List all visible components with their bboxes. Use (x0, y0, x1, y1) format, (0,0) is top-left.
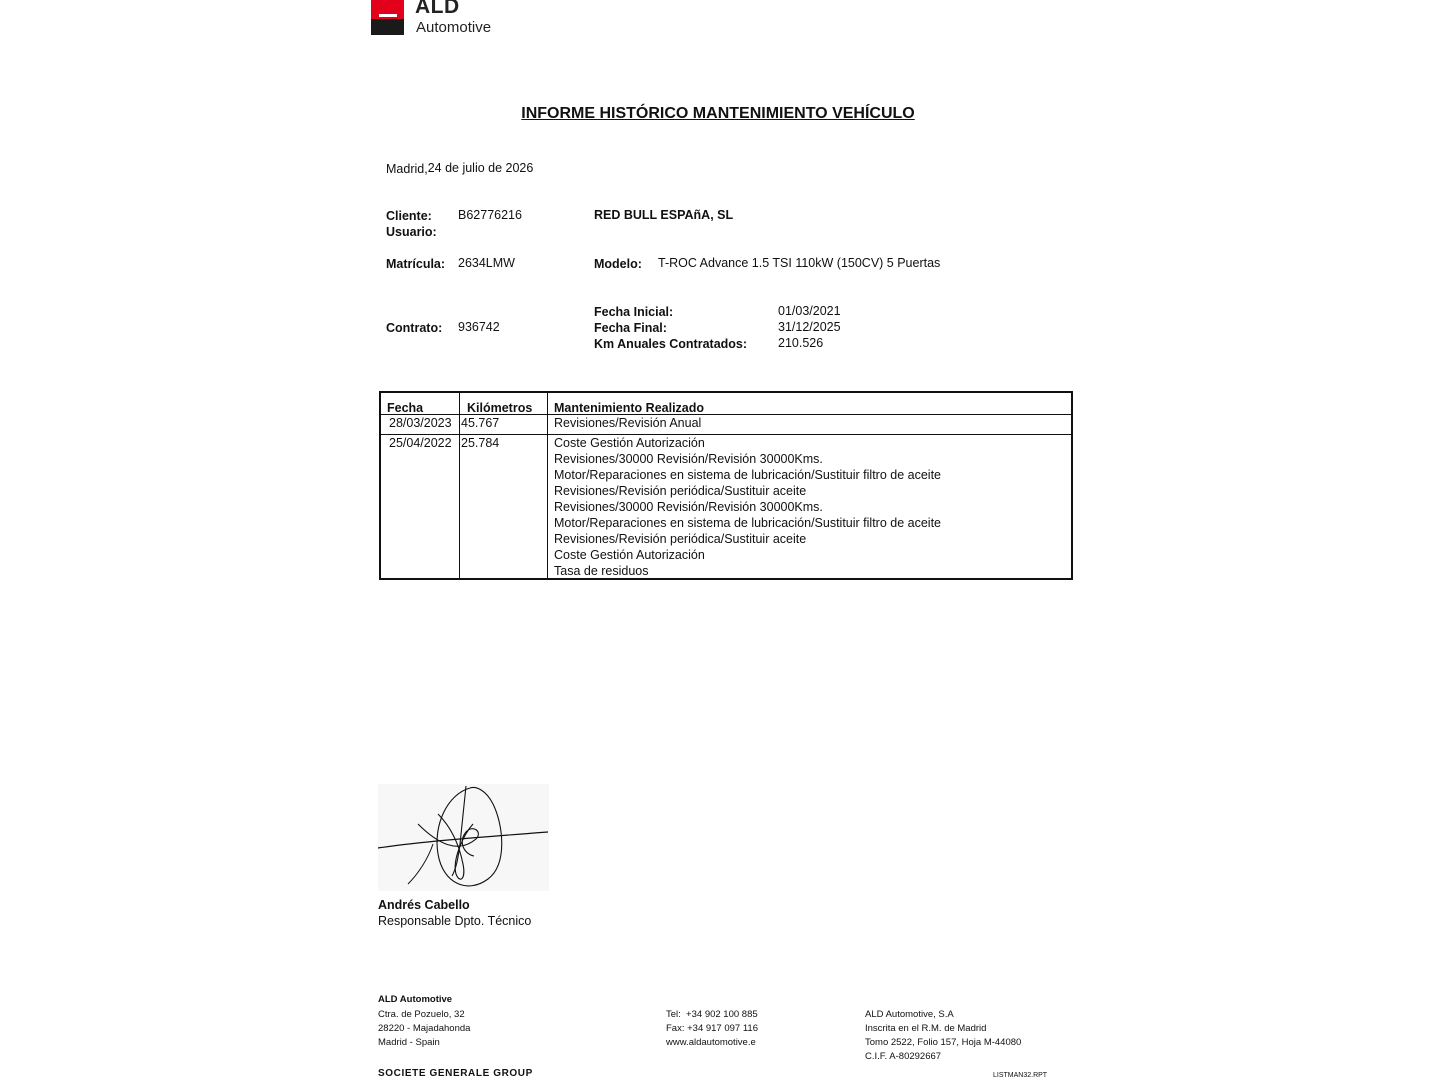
handwritten-signature (378, 784, 549, 891)
row-item: Revisiones/30000 Revisión/Revisión 30000Kms. (554, 500, 823, 514)
signer-role: Responsable Dpto. Técnico (378, 914, 532, 928)
ald-automotive-logo (370, 0, 504, 36)
logo-white-bar (379, 14, 397, 17)
cliente-id: B62776216 (458, 208, 522, 222)
row-item: Revisiones/30000 Revisión/Revisión 30000Kms. (554, 452, 823, 466)
footer-address (378, 1008, 470, 1050)
km-anuales-value: 210.526 (778, 336, 824, 350)
fecha-final-label: Fecha Final: (594, 321, 667, 335)
place: Madrid, (386, 162, 428, 176)
footer-contact (666, 1008, 758, 1050)
footer-company-title: ALD Automotive (378, 994, 453, 1005)
row-fecha: 25/04/2022 (389, 436, 452, 450)
place-date (386, 161, 533, 175)
row-fecha: 28/03/2023 (389, 416, 452, 430)
row-items (554, 435, 941, 579)
contrato-label: Contrato: (386, 321, 443, 335)
fecha-final-value: 31/12/2025 (778, 320, 841, 334)
footer-address-line: 28220 - Majadahonda (378, 1023, 471, 1034)
row-km: 25.784 (461, 436, 500, 450)
footer-legal (865, 1008, 1021, 1064)
row-item: Motor/Reparaciones en sistema de lubricación/Sustituir filtro de aceite (554, 468, 941, 482)
row-item: Tasa de residuos (554, 564, 649, 578)
footer-address-line: Ctra. de Pozuelo, 32 (378, 1009, 465, 1020)
col-header-fecha: Fecha (387, 401, 424, 415)
row-km: 45.767 (461, 416, 500, 430)
col-header-kilometros: Kilómetros (467, 401, 533, 415)
row-item: Motor/Reparaciones en sistema de lubricación/Sustituir filtro de aceite (554, 516, 941, 530)
row-item: Coste Gestión Autorización (554, 548, 705, 562)
fecha-inicial-label: Fecha Inicial: (594, 305, 674, 319)
logo-text-ald: ALD (415, 0, 460, 18)
footer-legal-line: Tomo 2522, Folio 157, Hoja M-44080 (865, 1037, 1022, 1048)
footer-fax: Fax: +34 917 097 116 (666, 1023, 758, 1034)
date: 24 de julio de 2026 (427, 161, 534, 175)
logo-black-block (371, 19, 404, 35)
footer-phone: Tel: +34 902 100 885 (666, 1009, 758, 1020)
usuario-label: Usuario: (386, 225, 437, 239)
km-anuales-label: Km Anuales Contratados: (594, 337, 748, 351)
footer-legal-line: C.I.F. A-80292667 (865, 1051, 942, 1062)
col-header-mantenimiento: Mantenimiento Realizado (554, 401, 705, 415)
matricula-value: 2634LMW (458, 256, 515, 270)
modelo-label: Modelo: (594, 257, 642, 271)
fecha-inicial-value: 01/03/2021 (778, 304, 841, 318)
contrato-value: 936742 (458, 320, 500, 334)
cliente-name: RED BULL ESPAñA, SL (594, 208, 734, 222)
row-item: Revisiones/Revisión periódica/Sustituir aceite (554, 532, 807, 546)
row-item: Revisiones/Revisión Anual (554, 416, 702, 430)
table-divider (547, 393, 548, 578)
footer-legal-line: ALD Automotive, S.A (865, 1009, 954, 1020)
footer-address-line: Madrid - Spain (378, 1037, 440, 1048)
modelo-value: T-ROC Advance 1.5 TSI 110kW (150CV) 5 Puertas (658, 256, 941, 270)
table-divider (459, 393, 460, 578)
maintenance-table (379, 391, 1073, 580)
logo-text-automotive: Automotive (416, 19, 492, 36)
row-item: Revisiones/Revisión periódica/Sustituir aceite (554, 484, 807, 498)
matricula-label: Matrícula: (386, 257, 446, 271)
document-title: INFORME HISTÓRICO MANTENIMIENTO VEHÍCULO (521, 105, 915, 122)
signer-name: Andrés Cabello (378, 898, 470, 912)
row-item: Coste Gestión Autorización (554, 436, 705, 450)
cliente-label: Cliente: (386, 209, 432, 223)
footer-legal-line: Inscrita en el R.M. de Madrid (865, 1023, 987, 1034)
footer-website: www.aldautomotive.e (666, 1037, 756, 1048)
report-code: LISTMAN32.RPT (993, 1072, 1048, 1079)
societe-generale-group: SOCIETE GENERALE GROUP (378, 1068, 533, 1079)
signature-image (378, 784, 549, 891)
